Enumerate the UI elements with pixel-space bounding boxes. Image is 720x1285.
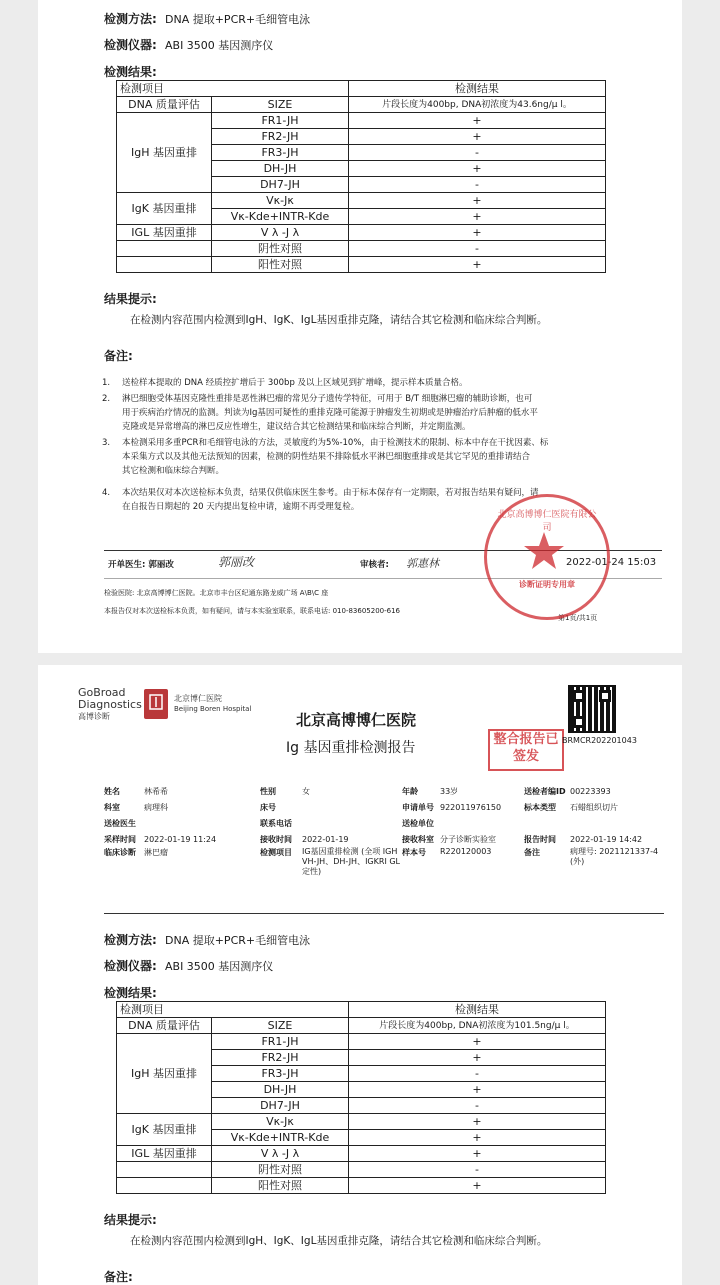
table-row	[117, 1146, 606, 1162]
seal-text: 北京高博博仁医院有限公司	[497, 510, 597, 533]
instrument-label: 检测仪器:	[104, 38, 157, 52]
table-header-row	[117, 81, 606, 97]
header-item: 检测项目	[117, 81, 349, 97]
report-page-2	[38, 665, 682, 1285]
igh-item: FR1-JH	[212, 113, 349, 129]
reviewer-label: 审核者:	[360, 560, 389, 570]
results-table	[116, 1001, 606, 1194]
info-value: 00223393	[570, 786, 611, 796]
igh-item: FR2-JH	[212, 129, 349, 145]
hint-label: 结果提示:	[104, 292, 157, 306]
remarks-label: 备注:	[104, 349, 133, 363]
igk-item: Vκ-Kde+INTR-Kde	[212, 209, 349, 225]
hospital-logo-text	[174, 693, 251, 715]
writer-label: 开单医生: 郭丽改	[108, 560, 174, 570]
hospital-emblem-icon	[144, 689, 168, 719]
hospital-logo-en: Beijing Boren Hospital	[174, 705, 252, 713]
qr-code-icon	[570, 687, 614, 731]
divider	[104, 913, 664, 914]
results-label: 检测结果:	[104, 986, 157, 1000]
table-row	[117, 193, 606, 209]
igh-result: -	[349, 1098, 606, 1114]
logo-line: Diagnostics	[78, 698, 142, 711]
method-row	[104, 931, 310, 948]
info-value	[302, 799, 402, 815]
instrument-row	[104, 957, 273, 974]
info-key: 备注	[524, 848, 540, 857]
report-subtitle: Ig 基因重排检测报告	[286, 740, 416, 756]
table-row	[117, 1034, 606, 1050]
igl-result: +	[349, 1146, 606, 1162]
lab-address: 检验医院: 北京高博博仁医院。北京市丰台区纪通东路龙威广场 A\B\C 座	[104, 589, 329, 597]
igk-result: +	[349, 1130, 606, 1146]
instrument-row	[104, 36, 273, 53]
report-page-1	[38, 0, 682, 653]
remark-line: 在自报告日期起的 20 天内提出复检申请，逾期不再受理复检。	[122, 502, 360, 512]
hint-label: 结果提示:	[104, 1213, 157, 1227]
info-row	[104, 815, 664, 831]
info-value	[440, 815, 524, 831]
info-key: 临床诊断	[104, 848, 136, 857]
info-value	[144, 815, 260, 831]
igh-result: -	[349, 177, 606, 193]
igh-label: IgH 基因重排	[117, 1034, 212, 1114]
method-label: 检测方法:	[104, 933, 157, 947]
page-number: 第1页/共1页	[558, 614, 598, 622]
info-key: 申请单号	[402, 802, 434, 812]
hospital-title: 北京高博博仁医院	[296, 711, 417, 729]
igh-result: +	[349, 1034, 606, 1050]
negative-control-result: -	[349, 1162, 606, 1178]
igh-item: DH7-JH	[212, 177, 349, 193]
positive-control-result: +	[349, 257, 606, 273]
table-row	[117, 97, 606, 113]
positive-control-label: 阳性对照	[212, 1178, 349, 1194]
table-row	[117, 241, 606, 257]
info-key: 联系电话	[260, 818, 292, 828]
info-row	[104, 799, 664, 815]
info-key: 采样时间	[104, 834, 136, 844]
hint-text: 在检测内容范围内检测到IgH、IgK、IgL基因重排克隆，请结合其它检测和临床综合判断。	[130, 1235, 548, 1247]
logo-line: GoBroad	[78, 686, 126, 699]
table-row	[117, 1162, 606, 1178]
table-row	[117, 1178, 606, 1194]
hospital-seal	[484, 494, 610, 620]
hospital-logo-icon	[144, 689, 168, 719]
igh-item: FR3-JH	[212, 145, 349, 161]
igh-result: -	[349, 145, 606, 161]
igk-label: IgK 基因重排	[117, 193, 212, 225]
info-row	[104, 831, 664, 847]
info-value: 病理科	[144, 802, 168, 812]
info-value: 石蜡组织切片	[570, 802, 618, 812]
igl-label: IGL 基因重排	[117, 225, 212, 241]
dna-result: 片段长度为400bp, DNA初浓度为101.5ng/μ l。	[349, 1018, 606, 1034]
header-result: 检测结果	[349, 81, 606, 97]
header-item: 检测项目	[117, 1002, 349, 1018]
igk-item: Vκ-Jκ	[212, 193, 349, 209]
info-key: 床号	[260, 802, 276, 812]
dna-size-label: SIZE	[212, 97, 349, 113]
results-label: 检测结果:	[104, 65, 157, 79]
info-value: 33岁	[440, 786, 459, 796]
dna-quality-label: DNA 质量评估	[117, 1018, 212, 1034]
method-label: 检测方法:	[104, 12, 157, 26]
info-value: 分子诊断实验室	[440, 834, 496, 844]
igl-item: V λ -J λ	[212, 225, 349, 241]
remark-item	[102, 436, 662, 478]
remark-item	[102, 376, 662, 390]
positive-control-result: +	[349, 1178, 606, 1194]
table-header-row	[117, 1002, 606, 1018]
igl-result: +	[349, 225, 606, 241]
info-key: 接收科室	[402, 834, 434, 844]
barcode-number: BRMCR202201043	[562, 736, 637, 745]
instrument-value: ABI 3500 基因测序仪	[165, 960, 274, 973]
results-table	[116, 80, 606, 273]
remark-number: 1.	[102, 378, 111, 388]
table-row	[117, 257, 606, 273]
negative-control-result: -	[349, 241, 606, 257]
remark-line: 本次结果仅对本次送检标本负责，结果仅供临床医生参考。由于标本保存有一定期限，若对报告结果有疑问，请	[122, 488, 539, 498]
remark-line: 本检测采用多重PCR和毛细管电泳的方法，灵敏度约为5%-10%，由于检测技术的限制、标本中存在干扰因素、标	[122, 438, 549, 448]
igh-item: DH7-JH	[212, 1098, 349, 1114]
dna-size-label: SIZE	[212, 1018, 349, 1034]
info-value: 922011976150	[440, 802, 502, 812]
info-value: IG基因重排检测 (全项 IGH VH-JH、DH-JH、IGKRI GL定性)	[302, 847, 400, 876]
remark-item	[102, 392, 662, 434]
table-row	[117, 225, 606, 241]
remark-line: 克隆或是异常增高的淋巴反应性增生，建议结合其它检测结果和临床综合判断，并定期监测。	[122, 422, 471, 432]
info-key: 标本类型	[524, 802, 556, 812]
method-value: DNA 提取+PCR+毛细管电泳	[165, 934, 311, 947]
info-value: 淋巴瘤	[144, 848, 168, 857]
remark-line: 送检样本提取的 DNA 经质控扩增后于 300bp 及以上区域见到扩增峰，提示样本质量合格。	[122, 378, 468, 388]
reviewer-signature: 郭惠林	[406, 557, 439, 570]
review-time: 2022-01-24 15:03	[566, 557, 657, 568]
hospital-logo-cn: 北京博仁医院	[174, 694, 222, 703]
igh-result: -	[349, 1066, 606, 1082]
table-row	[117, 113, 606, 129]
info-key: 性别	[260, 786, 276, 796]
igh-item: DH-JH	[212, 161, 349, 177]
igk-result: +	[349, 193, 606, 209]
method-value: DNA 提取+PCR+毛细管电泳	[165, 13, 311, 26]
info-value	[302, 815, 402, 831]
info-key: 姓名	[104, 786, 120, 796]
gobroad-logo	[78, 687, 142, 723]
remark-number: 4.	[102, 488, 111, 498]
method-row	[104, 10, 310, 27]
remark-line: 其它检测和临床综合判断。	[122, 466, 225, 476]
info-value: 林希希	[144, 786, 168, 796]
instrument-label: 检测仪器:	[104, 959, 157, 973]
igh-item: DH-JH	[212, 1082, 349, 1098]
info-value: 2022-01-19	[302, 834, 349, 844]
instrument-value: ABI 3500 基因测序仪	[165, 39, 274, 52]
logo-line: 高博诊断	[78, 712, 110, 721]
patient-info	[104, 783, 664, 877]
igh-item: FR2-JH	[212, 1050, 349, 1066]
info-value: 2022-01-19 11:24	[144, 834, 217, 844]
seal-sub: 诊断证明专用章	[519, 580, 575, 589]
igk-item: Vκ-Jκ	[212, 1114, 349, 1130]
igh-item: FR3-JH	[212, 1066, 349, 1082]
info-value: R220120003	[440, 847, 492, 856]
dna-result: 片段长度为400bp, DNA初浓度为43.6ng/μ l。	[349, 97, 606, 113]
info-key: 报告时间	[524, 834, 556, 844]
igk-result: +	[349, 1114, 606, 1130]
igh-result: +	[349, 161, 606, 177]
remark-number: 2.	[102, 394, 111, 404]
remarks-label: 备注:	[104, 1270, 133, 1284]
igh-label: IgH 基因重排	[117, 113, 212, 193]
igl-label: IGL 基因重排	[117, 1146, 212, 1162]
hint-text: 在检测内容范围内检测到IgH、IgK、IgL基因重排克隆，请结合其它检测和临床综合判断。	[130, 314, 548, 326]
info-value: 2022-01-19 14:42	[570, 834, 643, 844]
table-row	[117, 1018, 606, 1034]
negative-control-label: 阴性对照	[212, 241, 349, 257]
info-key: 送检医生	[104, 818, 136, 828]
info-row	[104, 783, 664, 799]
igh-item: FR1-JH	[212, 1034, 349, 1050]
info-key: 样本号	[402, 848, 426, 857]
info-key: 送检者编ID	[524, 786, 566, 796]
igl-item: V λ -J λ	[212, 1146, 349, 1162]
writer-signature: 郭丽改	[218, 555, 255, 569]
igk-item: Vκ-Kde+INTR-Kde	[212, 1130, 349, 1146]
remark-line: 用于疾病治疗情况的监测。判读为Ig基因可疑性的重排克隆可能源于肿瘤发生初期或是肿瘤治疗后肿瘤的低水平	[122, 408, 538, 418]
info-key: 送检单位	[402, 818, 434, 828]
info-key: 年龄	[402, 786, 418, 796]
info-value: 女	[302, 786, 310, 796]
igh-result: +	[349, 1082, 606, 1098]
igh-result: +	[349, 1050, 606, 1066]
table-row	[117, 1114, 606, 1130]
remark-line: 淋巴细胞受体基因克隆性重排是恶性淋巴瘤的常见分子遗传学特征，可用于 B/T 细胞淋巴瘤的辅助诊断，也可	[122, 394, 533, 404]
info-key: 接收时间	[260, 834, 292, 844]
report-note: 本报告仅对本次送检标本负责，如有疑问，请与本实验室联系，联系电话: 010-83605200-616	[104, 607, 400, 615]
remark-number: 3.	[102, 438, 111, 448]
info-key: 检测项目	[260, 848, 292, 857]
positive-control-label: 阳性对照	[212, 257, 349, 273]
info-row	[104, 847, 664, 877]
remark-line: 本采集方式以及其他无法预知的因素，检测的阴性结果不排除低水平淋巴细胞重排或是其它罕见的重排请结合	[122, 452, 531, 462]
negative-control-label: 阴性对照	[212, 1162, 349, 1178]
signed-stamp: 整合报告已签发	[488, 729, 564, 771]
header-result: 检测结果	[349, 1002, 606, 1018]
info-value: 病理号: 2021121337-4 (外)	[570, 847, 659, 866]
igh-result: +	[349, 129, 606, 145]
info-key: 科室	[104, 802, 120, 812]
igk-result: +	[349, 209, 606, 225]
igh-result: +	[349, 113, 606, 129]
dna-quality-label: DNA 质量评估	[117, 97, 212, 113]
igk-label: IgK 基因重排	[117, 1114, 212, 1146]
